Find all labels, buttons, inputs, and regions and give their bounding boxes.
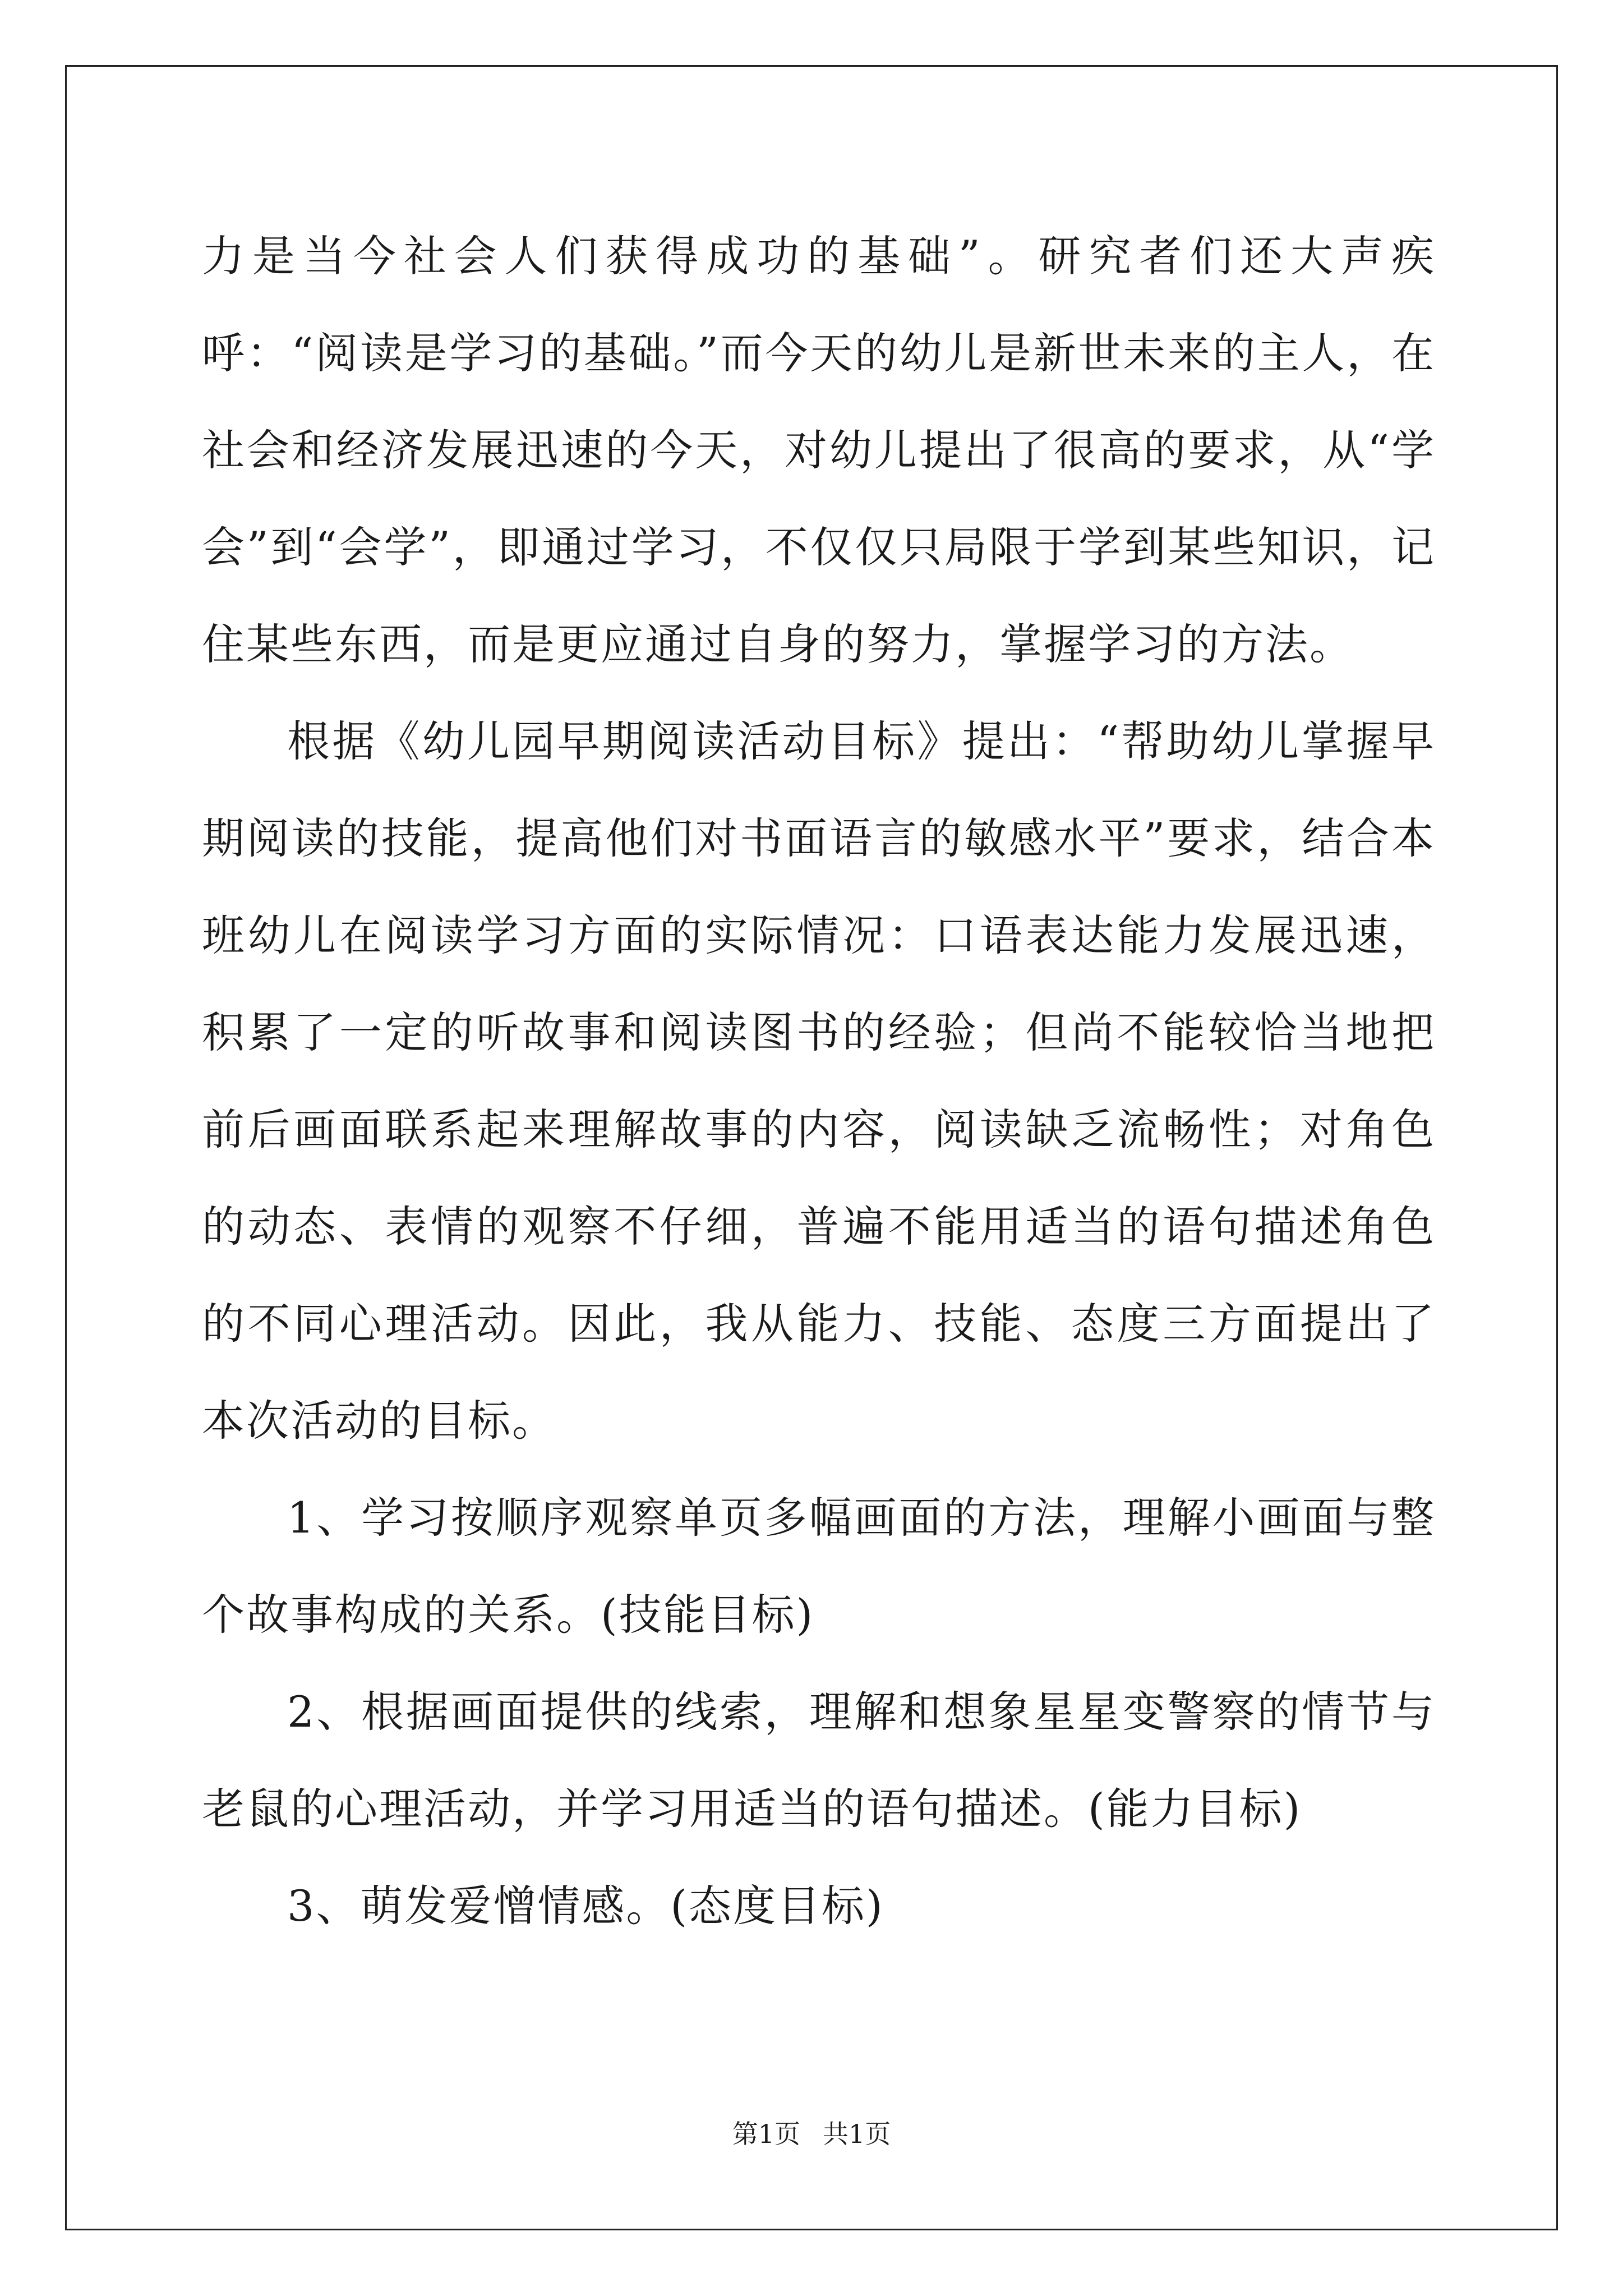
- document-body: [202, 208, 1436, 1954]
- paragraph-1: 力是当今社会人们获得成功的基础”。研究者们还大声疾呼：“阅读是学习的基础。”而今天的幼儿是新世未来的主人，在社会和经济发展迅速的今天，对幼儿提出了很高的要求，从“学会”到“会学”，即通过学习，不仅仅只局限于学到某些知识，记住某些东西，而是更应通过自身的努力，掌握学习的方法。: [202, 231, 1436, 669]
- goal-item-2: 2、根据画面提供的线索，理解和想象星星变警察的情节与老鼠的心理活动，并学习用适当的语句描述。(能力目标): [202, 1687, 1436, 1834]
- page-footer: [0, 2117, 1623, 2151]
- goal-item-3: 3、萌发爱憎情感。(态度目标): [287, 1881, 884, 1931]
- goal-item-1: 1、学习按顺序观察单页多幅画面的方法，理解小画面与整个故事构成的关系。(技能目标): [202, 1493, 1436, 1640]
- page-number-current: 第1页: [732, 2119, 800, 2149]
- page-number-total: 共1页: [823, 2119, 891, 2149]
- paragraph-2: 根据《幼儿园早期阅读活动目标》提出：“帮助幼儿掌握早期阅读的技能，提高他们对书面语言的敏感水平”要求，结合本班幼儿在阅读学习方面的实际情况：口语表达能力发展迅速，积累了一定的听故事和阅读图书的经验；但尚不能较恰当地把前后画面联系起来理解故事的内容，阅读缺乏流畅性；对角色的动态、表情的观察不仔细，普遍不能用适当的语句描述角色的不同心理活动。因此，我从能力、技能、态度三方面提出了本次活动的目标。: [202, 716, 1436, 1446]
